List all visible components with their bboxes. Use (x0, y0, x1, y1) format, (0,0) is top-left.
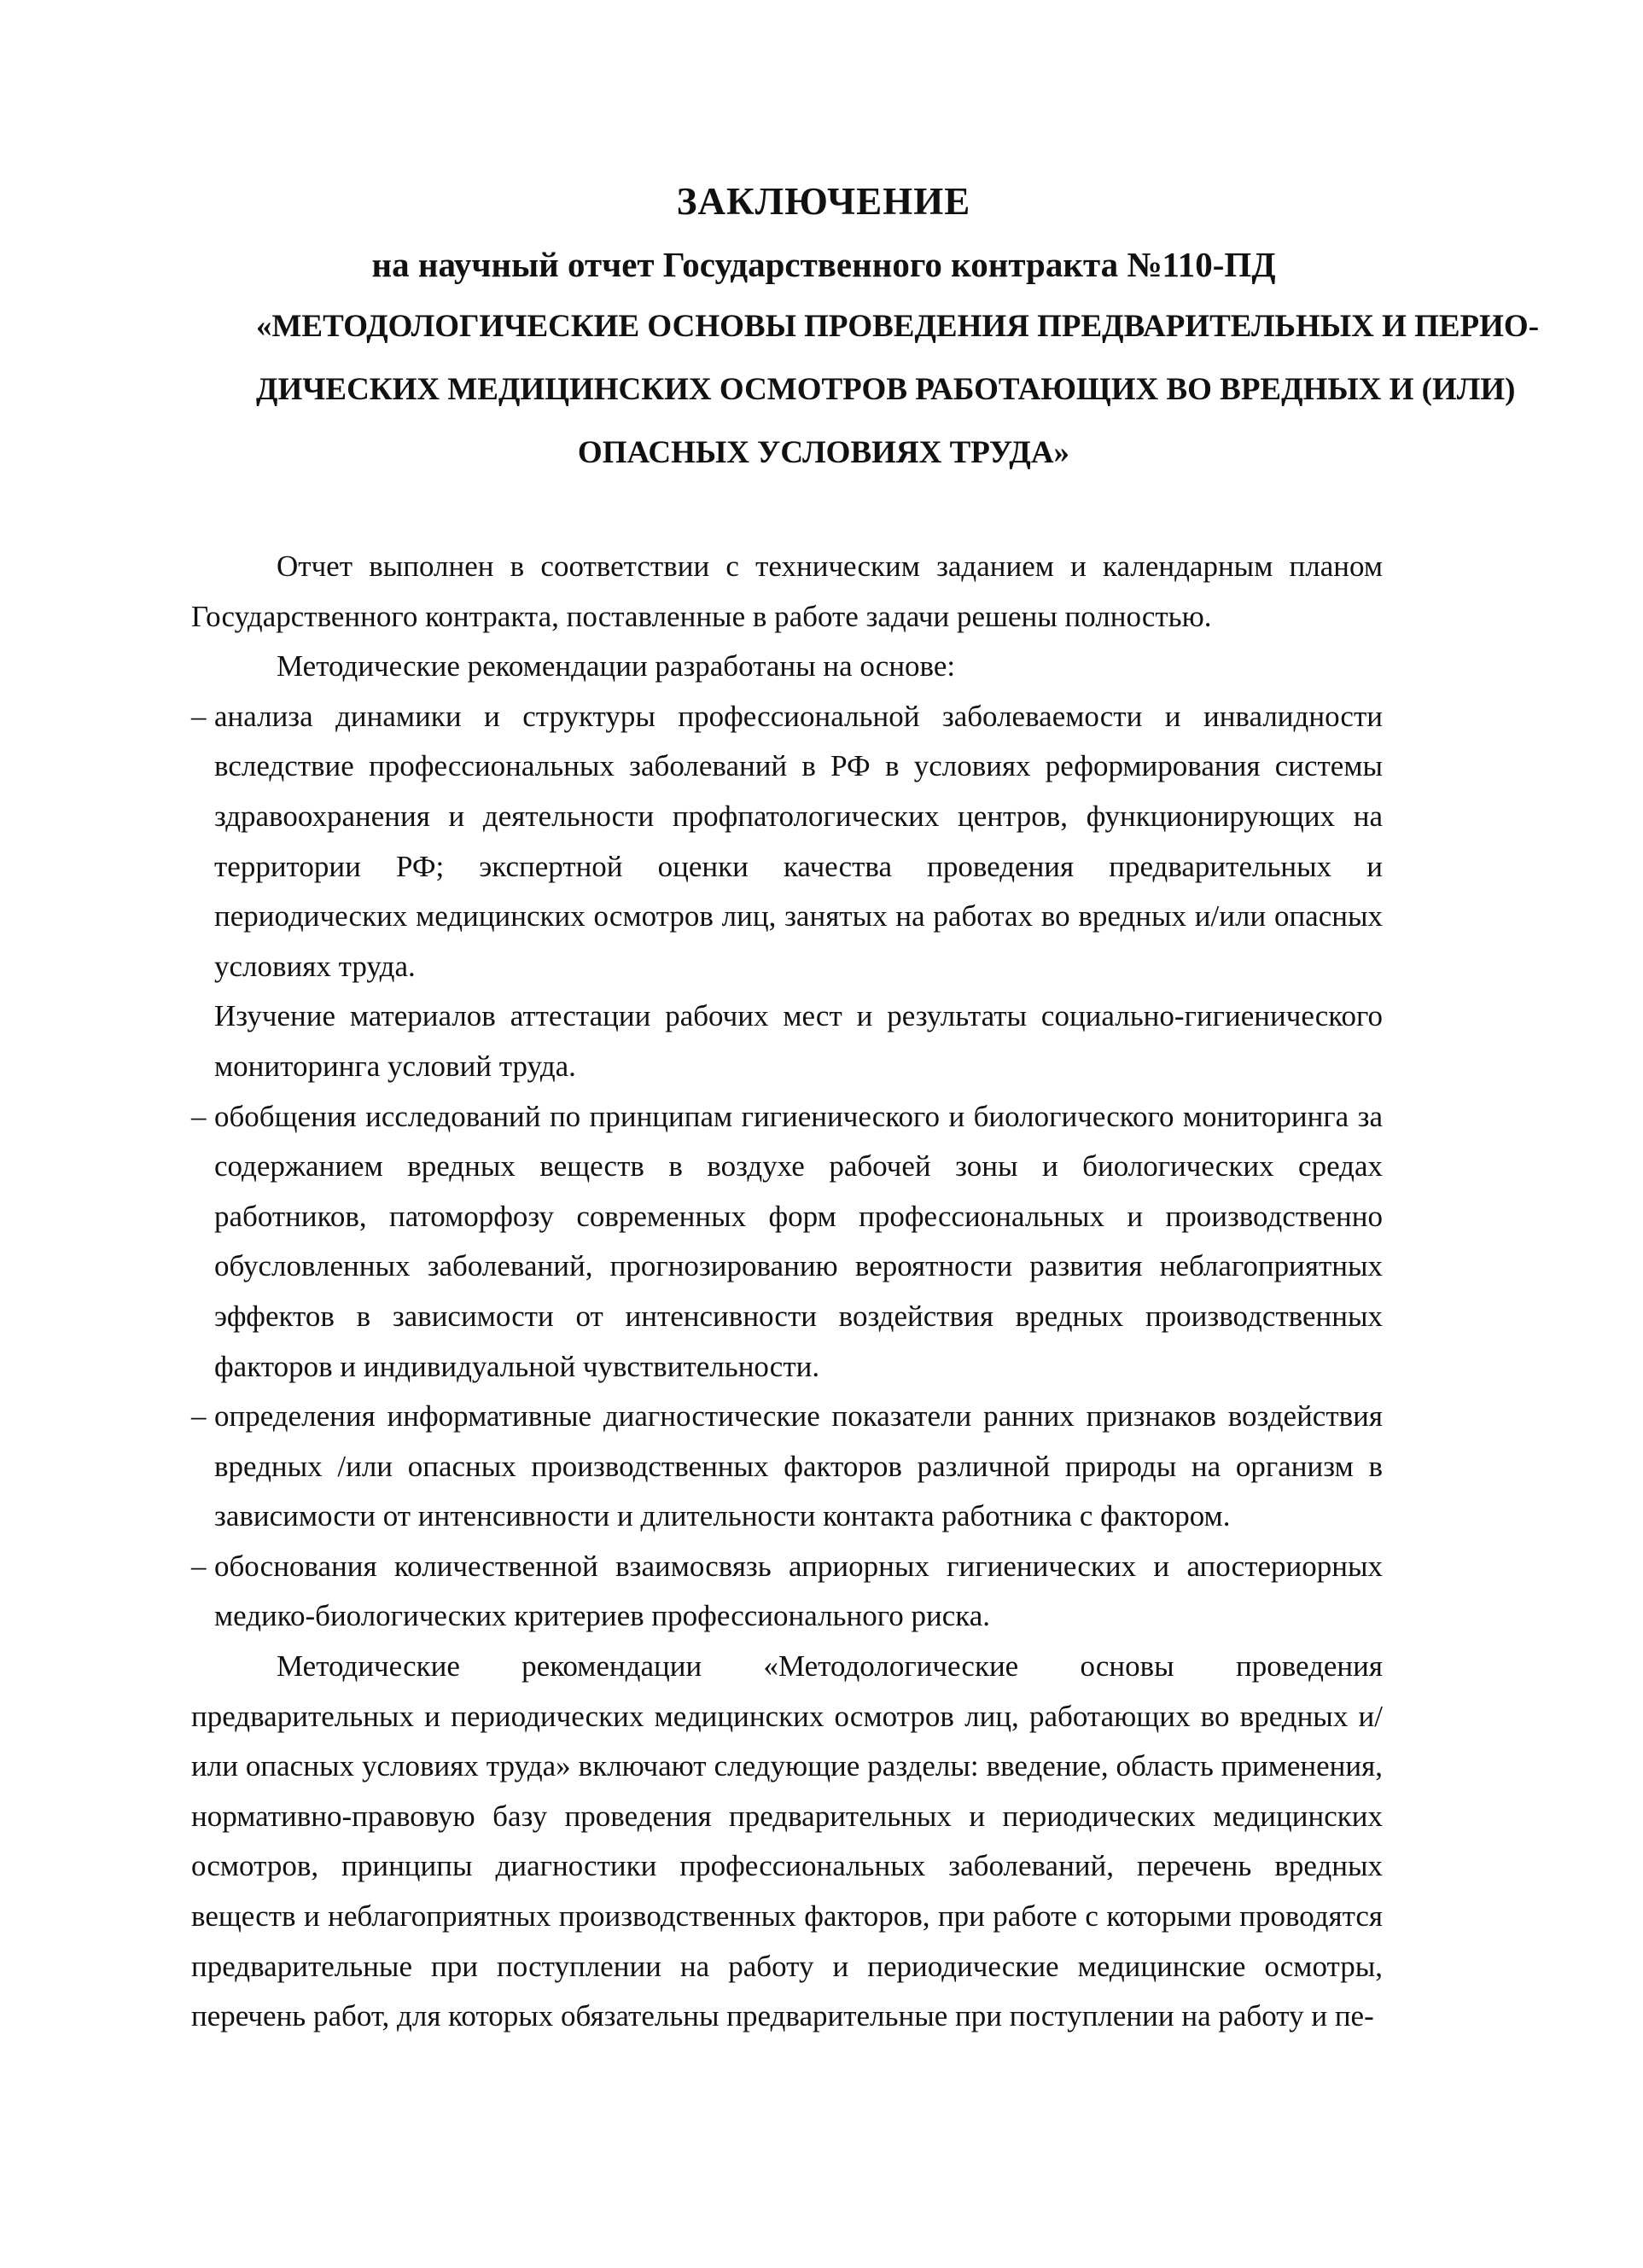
report-title-line: ОПАСНЫХ УСЛОВИЯХ ТРУДА» (577, 435, 1070, 470)
list-item-extra-text: Изучение материалов аттестации рабочих мест и результаты социально-гигиенического мониторинга условий труда. (214, 999, 1383, 1083)
list-item-text: обоснования количественной взаимосвязь априорных гигиенических и апостериорных медико-биологических критериев профессионального риска. (214, 1549, 1383, 1633)
document-subtitle: на научный отчет Государственного контракта №110-ПД (371, 245, 1276, 284)
list-item-text: анализа динамики и структуры профессиональной заболеваемости и инвалидности вследствие профессиональных заболеваний в РФ в условиях реформирования системы здравоохранения и деятельности профпатологических центров, функционирующих на территории РФ; экспертной оценки качества проведения предварительных и периодических медицинских осмотров лиц, занятых на работах во вредных и/или опасных условиях труда. (214, 699, 1383, 983)
list-item (191, 1092, 1383, 1393)
document-body (191, 542, 1383, 2042)
intro-paragraph: Отчет выполнен в соответствии с техническим заданием и календарным планом Государственного контракта, поставленные в работе задачи решены полностью. (191, 550, 1383, 633)
report-title (256, 295, 1540, 485)
report-title-line: «МЕТОДОЛОГИЧЕСКИЕ ОСНОВЫ ПРОВЕДЕНИЯ ПРЕДВАРИТЕЛЬНЫХ И ПЕРИО- (256, 309, 1540, 344)
list-dash: – (191, 1399, 207, 1433)
list-item (191, 1542, 1383, 1642)
basis-list (191, 692, 1383, 1642)
document-heading (256, 171, 1540, 485)
list-dash: – (191, 699, 207, 733)
list-item (191, 1392, 1383, 1542)
closing-paragraph: Методические рекомендации «Методологические основы проведения предварительных и периодических медицинских осмотров лиц, работающих во вредных и/или опасных условиях труда» включают следующие разделы: введение, область применения, нормативно-правовую базу проведения предварительных и периодических медицинских осмотров, принципы диагностики профессиональных заболеваний, перечень вредных веществ и неблагоприятных производственных факторов, при работе с которыми проводятся предварительные при поступлении на работу и периодические медицинские осмотры, перечень работ, для которых обязательны предварительные при поступлении на работу и пе- (191, 1649, 1383, 2033)
basis-lead-paragraph: Методические рекомендации разработаны на основе: (277, 649, 956, 683)
list-item (191, 692, 1383, 1092)
list-dash: – (191, 1099, 207, 1133)
list-item-text: обобщения исследований по принципам гигиенического и биологического мониторинга за содержанием вредных веществ в воздухе рабочей зоны и биологических средах работников, патоморфозу современных форм профессиональных и производственно обусловленных заболеваний, прогнозированию вероятности развития неблагоприятных эффектов в зависимости от интенсивности воздействия вредных производственных факторов и индивидуальной чувствительности. (214, 1099, 1383, 1383)
report-title-line: ДИЧЕСКИХ МЕДИЦИНСКИХ ОСМОТРОВ РАБОТАЮЩИХ ВО ВРЕДНЫХ И (ИЛИ) (256, 372, 1516, 407)
list-dash: – (191, 1549, 207, 1583)
list-item-text: определения информативные диагностические показатели ранних признаков воздействия вредных /или опасных производственных факторов различной природы на организм в зависимости от интенсивности и длительности контакта работника с фактором. (214, 1399, 1383, 1533)
document-title: ЗАКЛЮЧЕНИЕ (676, 180, 971, 223)
